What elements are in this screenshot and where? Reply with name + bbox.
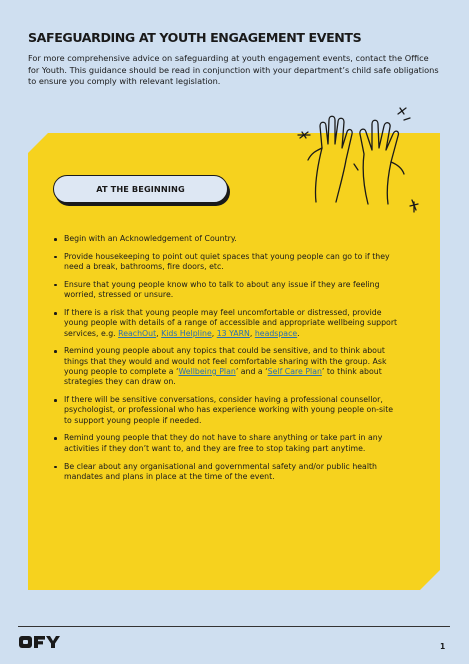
intro-paragraph: For more comprehensive advice on safeguarding at youth engagement events, contact the Office for Youth. This guidance should be read in conjunction with your department’s child safe obligations to ensure you comply with relevant legislation. — [28, 53, 439, 87]
section-heading: AT THE BEGINNING — [96, 184, 185, 194]
list-item — [52, 308, 398, 339]
separator: , — [156, 328, 162, 338]
page-title: SAFEGUARDING AT YOUTH ENGAGEMENT EVENTS — [28, 30, 362, 45]
section-heading-pill — [53, 175, 228, 203]
high-five-hands-illustration — [296, 104, 428, 222]
list-item-end: ’ to think about strategies they can draw on. — [64, 366, 382, 387]
list-item-text: Be clear about any organisational and governmental safety and/or public health mandates and plans in place at the time of the event. — [64, 461, 377, 481]
list-item — [52, 280, 398, 301]
list-item-text: ’ and a ‘ — [235, 366, 268, 376]
list-item-text: Remind young people about any topics that could be sensitive, and to think about things that they would and would not feel comfortable sharing with the group. Ask young people to complete a ‘ — [64, 346, 387, 376]
list-item — [52, 462, 398, 483]
list-item-text: If there will be sensitive conversations, consider having a professional counsellor, psychologist, or professional who has experience working with young people on-site to support young people if needed. — [64, 395, 394, 425]
list-item-end: . — [297, 328, 300, 338]
headspace-link[interactable]: headspace — [254, 328, 298, 338]
list-item — [52, 395, 398, 426]
list-item — [52, 346, 398, 387]
footer-divider — [18, 626, 450, 627]
list-item-text: Remind young people that they do not have to share anything or take part in any activities if they don’t want to, and they are free to stop taking part anytime. — [64, 433, 383, 453]
13-yarn-link[interactable]: 13 YARN — [216, 328, 250, 338]
kids-helpline-link[interactable]: Kids Helpline — [161, 328, 212, 338]
list-item — [52, 433, 398, 454]
ofy-logo — [18, 634, 64, 650]
list-item — [52, 234, 398, 244]
self-care-plan-link[interactable]: Self Care Plan — [267, 366, 322, 376]
bullet-list — [52, 234, 398, 490]
list-item-text: If there is a risk that young people may feel uncomfortable or distressed, provide young people with details of a range of accessible and appropriate wellbeing support services, e.g. — [64, 307, 398, 338]
page-number: 1 — [440, 642, 446, 651]
wellbeing-plan-link[interactable]: Wellbeing Plan — [178, 366, 236, 376]
reachout-link[interactable]: ReachOut — [118, 328, 157, 338]
list-item — [52, 252, 398, 273]
list-item-text: Provide housekeeping to point out quiet spaces that young people can go to if they need a break, bathrooms, fire doors, etc. — [64, 251, 390, 272]
separator: , — [249, 328, 255, 338]
separator: , — [211, 328, 217, 338]
list-item-text: Begin with an Acknowledgement of Country. — [64, 234, 237, 243]
list-item-text: Ensure that young people know who to talk to about any issue if they are feeling worried, stressed or unsure. — [64, 279, 380, 300]
